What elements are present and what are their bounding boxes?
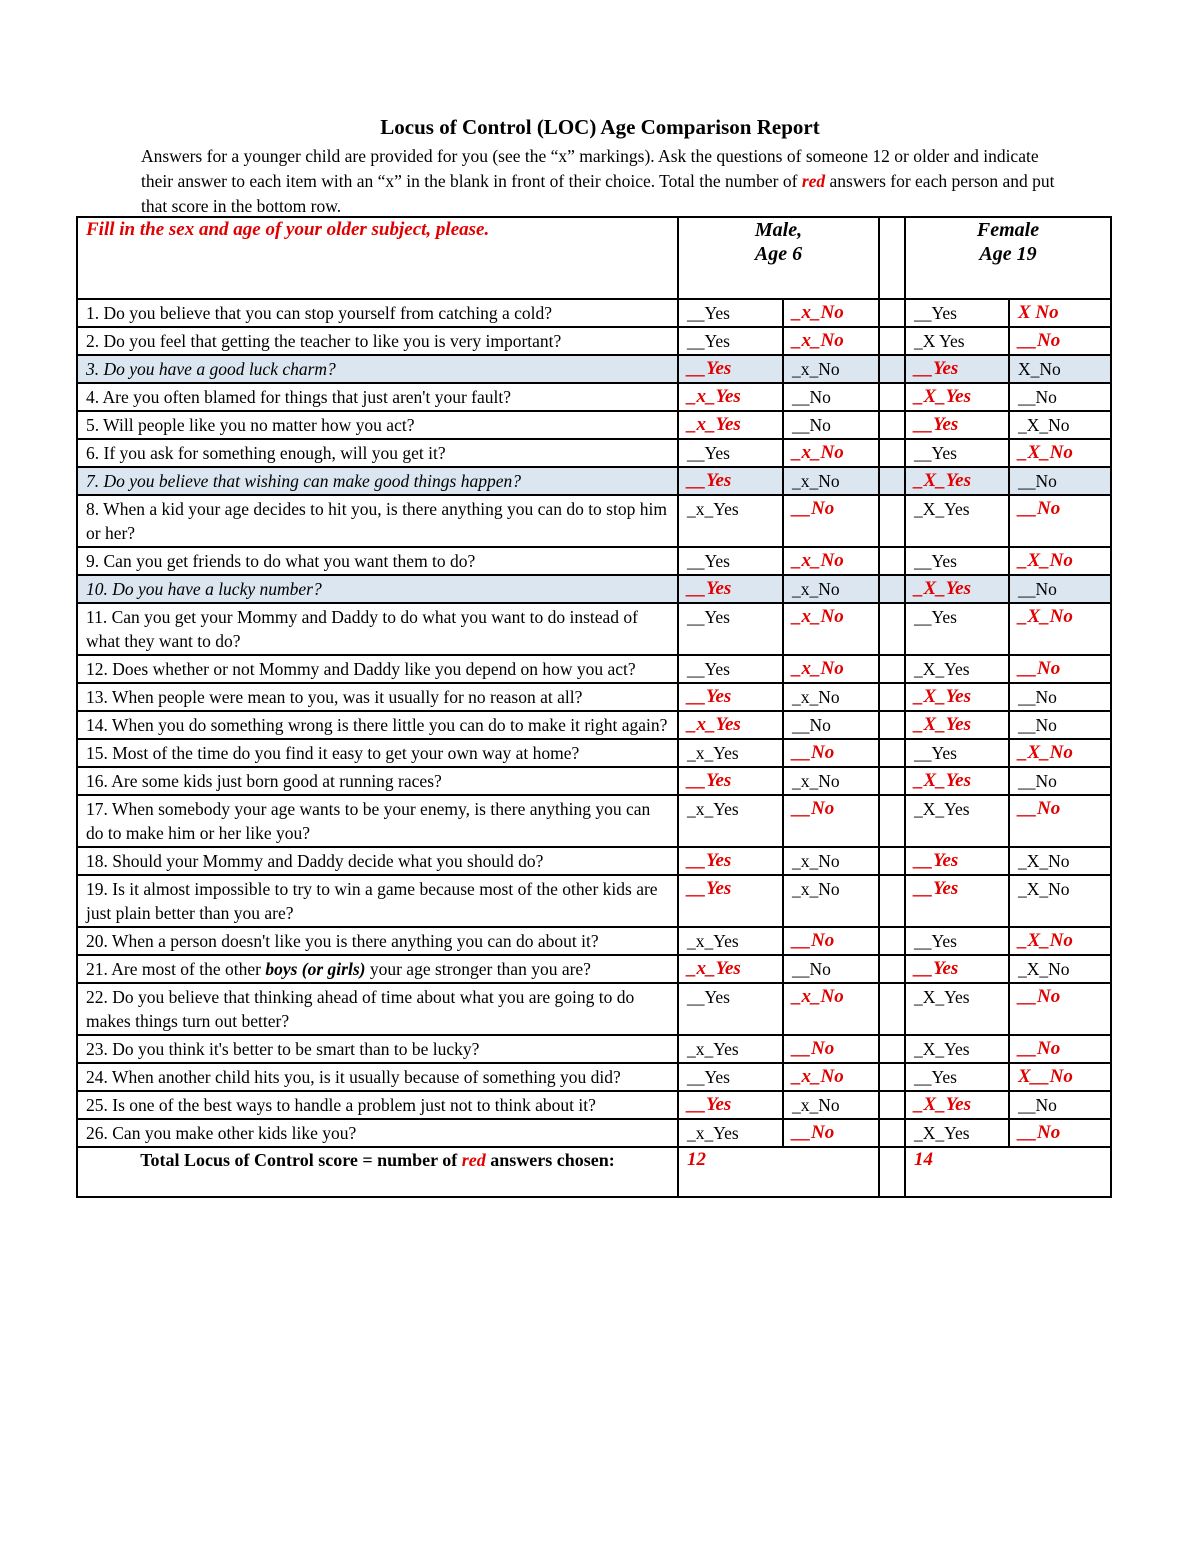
female-yes-answer: _X_Yes <box>905 467 1009 495</box>
male-no-answer: _x_No <box>783 1063 879 1091</box>
question-row <box>77 299 1111 327</box>
female-yes-answer: __Yes <box>905 875 1009 927</box>
male-yes-answer: _x_Yes <box>678 495 783 547</box>
question-row <box>77 875 1111 927</box>
column-gap <box>879 927 905 955</box>
female-no-answer: _X_No <box>1009 927 1111 955</box>
female-yes-answer: __Yes <box>905 355 1009 383</box>
female-no-answer: __No <box>1009 383 1111 411</box>
question-text: 22. Do you believe that thinking ahead of time about what you are going to do makes things turn out better? <box>77 983 678 1035</box>
female-no-answer: __No <box>1009 495 1111 547</box>
female-no-answer: X No <box>1009 299 1111 327</box>
female-yes-answer: __Yes <box>905 603 1009 655</box>
female-yes-answer: _X_Yes <box>905 383 1009 411</box>
column-gap <box>879 547 905 575</box>
female-total-score: 14 <box>905 1147 1111 1197</box>
question-row <box>77 575 1111 603</box>
column-gap <box>879 383 905 411</box>
male-yes-answer: _x_Yes <box>678 955 783 983</box>
question-text: 11. Can you get your Mommy and Daddy to do what you want to do instead of what they want to do? <box>77 603 678 655</box>
report-title: Locus of Control (LOC) Age Comparison Report <box>380 115 820 139</box>
female-yes-answer: __Yes <box>905 547 1009 575</box>
male-no-answer: __No <box>783 927 879 955</box>
question-text: 5. Will people like you no matter how you act? <box>77 411 678 439</box>
column-gap <box>879 355 905 383</box>
question-text: 7. Do you believe that wishing can make good things happen? <box>77 467 678 495</box>
column-gap <box>879 795 905 847</box>
question-text-part: your age stronger than you are? <box>365 959 591 979</box>
question-row <box>77 411 1111 439</box>
column-gap <box>879 411 905 439</box>
column-gap <box>879 495 905 547</box>
question-text: 4. Are you often blamed for things that just aren't your fault? <box>77 383 678 411</box>
female-no-answer: __No <box>1009 767 1111 795</box>
male-yes-answer: _x_Yes <box>678 795 783 847</box>
male-yes-answer: __Yes <box>678 1063 783 1091</box>
male-no-answer: _x_No <box>783 847 879 875</box>
male-header <box>678 217 879 299</box>
total-label-text: answers chosen: <box>485 1150 615 1170</box>
female-no-answer: __No <box>1009 1119 1111 1147</box>
female-no-answer: __No <box>1009 795 1111 847</box>
question-text: 26. Can you make other kids like you? <box>77 1119 678 1147</box>
column-gap <box>879 875 905 927</box>
male-yes-answer: __Yes <box>678 655 783 683</box>
male-no-answer: _x_No <box>783 655 879 683</box>
question-text: 24. When another child hits you, is it usually because of something you did? <box>77 1063 678 1091</box>
male-no-answer: _x_No <box>783 983 879 1035</box>
male-no-answer: _x_No <box>783 1091 879 1119</box>
female-no-answer: _X_No <box>1009 411 1111 439</box>
question-row <box>77 1063 1111 1091</box>
question-text: 13. When people were mean to you, was it usually for no reason at all? <box>77 683 678 711</box>
total-label-red-word: red <box>461 1150 486 1170</box>
header-row <box>77 217 1111 299</box>
question-row <box>77 547 1111 575</box>
female-yes-answer: _X_Yes <box>905 655 1009 683</box>
male-no-answer: _x_No <box>783 439 879 467</box>
female-yes-answer: _X_Yes <box>905 983 1009 1035</box>
male-no-answer: _x_No <box>783 575 879 603</box>
question-row <box>77 495 1111 547</box>
male-yes-answer: __Yes <box>678 847 783 875</box>
male-no-answer: __No <box>783 1119 879 1147</box>
question-emphasis: boys (or girls) <box>265 959 366 979</box>
female-yes-answer: __Yes <box>905 411 1009 439</box>
question-row <box>77 327 1111 355</box>
question-text: 17. When somebody your age wants to be your enemy, is there anything you can do to make him or her like you? <box>77 795 678 847</box>
female-yes-answer: _X_Yes <box>905 683 1009 711</box>
instructions-text-2: answers for each person and put that score in the bottom row. <box>141 171 1055 216</box>
female-header-line2: Age 19 <box>979 243 1037 265</box>
question-text: 1. Do you believe that you can stop yourself from catching a cold? <box>77 299 678 327</box>
male-yes-answer: _x_Yes <box>678 739 783 767</box>
total-row <box>77 1147 1111 1197</box>
male-yes-answer: _x_Yes <box>678 1119 783 1147</box>
female-no-answer: _X_No <box>1009 739 1111 767</box>
total-label-text: Total Locus of Control score = number of <box>140 1150 462 1170</box>
male-header-line2: Age 6 <box>754 243 803 265</box>
male-no-answer: __No <box>783 795 879 847</box>
question-text: 14. When you do something wrong is there little you can do to make it right again? <box>77 711 678 739</box>
loc-table <box>76 216 1112 1198</box>
male-no-answer: __No <box>783 711 879 739</box>
column-gap <box>879 1119 905 1147</box>
male-yes-answer: __Yes <box>678 603 783 655</box>
question-text: 12. Does whether or not Mommy and Daddy like you depend on how you act? <box>77 655 678 683</box>
female-no-answer: _X_No <box>1009 875 1111 927</box>
female-no-answer: _X_No <box>1009 439 1111 467</box>
question-row <box>77 603 1111 655</box>
male-no-answer: _x_No <box>783 767 879 795</box>
female-no-answer: __No <box>1009 1035 1111 1063</box>
male-no-answer: _x_No <box>783 547 879 575</box>
female-no-answer: X__No <box>1009 1063 1111 1091</box>
question-text: 6. If you ask for something enough, will you get it? <box>77 439 678 467</box>
male-no-answer: __No <box>783 411 879 439</box>
question-text: 8. When a kid your age decides to hit you, is there anything you can do to stop him or her? <box>77 495 678 547</box>
male-yes-answer: __Yes <box>678 983 783 1035</box>
column-gap <box>879 217 905 299</box>
question-text <box>77 955 678 983</box>
question-text: 3. Do you have a good luck charm? <box>77 355 678 383</box>
question-row <box>77 711 1111 739</box>
male-yes-answer: __Yes <box>678 1091 783 1119</box>
question-text: 10. Do you have a lucky number? <box>77 575 678 603</box>
female-yes-answer: _X_Yes <box>905 767 1009 795</box>
question-text: 18. Should your Mommy and Daddy decide what you should do? <box>77 847 678 875</box>
male-yes-answer: __Yes <box>678 355 783 383</box>
female-no-answer: __No <box>1009 683 1111 711</box>
question-row <box>77 355 1111 383</box>
female-no-answer: _X_No <box>1009 547 1111 575</box>
column-gap <box>879 603 905 655</box>
female-no-answer: _X_No <box>1009 955 1111 983</box>
male-yes-answer: __Yes <box>678 683 783 711</box>
column-gap <box>879 655 905 683</box>
question-text: 19. Is it almost impossible to try to win a game because most of the other kids are just plain better than you are? <box>77 875 678 927</box>
female-yes-answer: _X_Yes <box>905 575 1009 603</box>
female-yes-answer: __Yes <box>905 299 1009 327</box>
question-row <box>77 847 1111 875</box>
question-text: 25. Is one of the best ways to handle a problem just not to think about it? <box>77 1091 678 1119</box>
question-text: 2. Do you feel that getting the teacher to like you is very important? <box>77 327 678 355</box>
question-row <box>77 767 1111 795</box>
female-no-answer: __No <box>1009 575 1111 603</box>
female-yes-answer: __Yes <box>905 439 1009 467</box>
female-header-line1: Female <box>976 219 1040 241</box>
male-yes-answer: __Yes <box>678 575 783 603</box>
male-no-answer: _x_No <box>783 355 879 383</box>
question-text: 16. Are some kids just born good at running races? <box>77 767 678 795</box>
male-no-answer: _x_No <box>783 299 879 327</box>
column-gap <box>879 1147 905 1197</box>
female-yes-answer: __Yes <box>905 955 1009 983</box>
female-no-answer: __No <box>1009 983 1111 1035</box>
question-row <box>77 927 1111 955</box>
male-yes-answer: __Yes <box>678 327 783 355</box>
male-yes-answer: _x_Yes <box>678 927 783 955</box>
female-yes-answer: _X_Yes <box>905 1091 1009 1119</box>
question-row <box>77 655 1111 683</box>
question-row <box>77 1035 1111 1063</box>
male-no-answer: __No <box>783 383 879 411</box>
question-text-part: 21. Are most of the other <box>86 959 266 979</box>
question-row <box>77 1119 1111 1147</box>
column-gap <box>879 955 905 983</box>
question-text: 15. Most of the time do you find it easy to get your own way at home? <box>77 739 678 767</box>
female-no-answer: __No <box>1009 655 1111 683</box>
instructions <box>141 144 1071 219</box>
column-gap <box>879 1063 905 1091</box>
female-no-answer: _X_No <box>1009 603 1111 655</box>
male-yes-answer: __Yes <box>678 299 783 327</box>
female-yes-answer: __Yes <box>905 739 1009 767</box>
female-yes-answer: _X_Yes <box>905 495 1009 547</box>
question-row <box>77 467 1111 495</box>
male-yes-answer: _x_Yes <box>678 383 783 411</box>
male-no-answer: _x_No <box>783 875 879 927</box>
male-no-answer: _x_No <box>783 603 879 655</box>
female-yes-answer: __Yes <box>905 847 1009 875</box>
total-score-label <box>77 1147 678 1197</box>
male-no-answer: __No <box>783 739 879 767</box>
male-total-score: 12 <box>678 1147 879 1197</box>
female-no-answer: __No <box>1009 327 1111 355</box>
male-yes-answer: __Yes <box>678 875 783 927</box>
female-yes-answer: _X_Yes <box>905 795 1009 847</box>
column-gap <box>879 739 905 767</box>
column-gap <box>879 767 905 795</box>
loc-table-body <box>77 217 1111 1197</box>
female-no-answer: __No <box>1009 711 1111 739</box>
question-row <box>77 683 1111 711</box>
question-row <box>77 1091 1111 1119</box>
question-text: 9. Can you get friends to do what you want them to do? <box>77 547 678 575</box>
question-row <box>77 383 1111 411</box>
column-gap <box>879 847 905 875</box>
column-gap <box>879 711 905 739</box>
question-row <box>77 955 1111 983</box>
male-yes-answer: _x_Yes <box>678 411 783 439</box>
female-yes-answer: __Yes <box>905 927 1009 955</box>
male-no-answer: __No <box>783 955 879 983</box>
subject-prompt: Fill in the sex and age of your older subject, please. <box>77 217 678 299</box>
question-text: 23. Do you think it's better to be smart than to be lucky? <box>77 1035 678 1063</box>
female-no-answer: __No <box>1009 467 1111 495</box>
question-row <box>77 439 1111 467</box>
column-gap <box>879 683 905 711</box>
female-yes-answer: _X Yes <box>905 327 1009 355</box>
female-header <box>905 217 1111 299</box>
column-gap <box>879 1035 905 1063</box>
column-gap <box>879 575 905 603</box>
column-gap <box>879 299 905 327</box>
male-no-answer: _x_No <box>783 683 879 711</box>
female-no-answer: _X_No <box>1009 847 1111 875</box>
female-no-answer: X_No <box>1009 355 1111 383</box>
question-row <box>77 983 1111 1035</box>
question-row <box>77 739 1111 767</box>
column-gap <box>879 983 905 1035</box>
column-gap <box>879 439 905 467</box>
male-no-answer: __No <box>783 1035 879 1063</box>
question-text: 20. When a person doesn't like you is there anything you can do about it? <box>77 927 678 955</box>
male-yes-answer: __Yes <box>678 767 783 795</box>
male-yes-answer: _x_Yes <box>678 1035 783 1063</box>
instructions-red-word: red <box>801 171 826 191</box>
male-no-answer: __No <box>783 495 879 547</box>
male-yes-answer: __Yes <box>678 547 783 575</box>
female-yes-answer: __Yes <box>905 1063 1009 1091</box>
male-no-answer: _x_No <box>783 327 879 355</box>
male-yes-answer: _x_Yes <box>678 711 783 739</box>
instructions-text-1: Answers for a younger child are provided for you (see the “x” markings). Ask the questions of someone 12 or older and indicate their answer to each item with an “x” in the blank in front of their choice. Total the number of <box>141 146 1039 191</box>
column-gap <box>879 1091 905 1119</box>
male-yes-answer: __Yes <box>678 439 783 467</box>
male-header-line1: Male, <box>754 219 803 241</box>
male-no-answer: _x_No <box>783 467 879 495</box>
column-gap <box>879 467 905 495</box>
female-yes-answer: _X_Yes <box>905 1035 1009 1063</box>
female-no-answer: __No <box>1009 1091 1111 1119</box>
question-row <box>77 795 1111 847</box>
column-gap <box>879 327 905 355</box>
female-yes-answer: _X_Yes <box>905 711 1009 739</box>
male-yes-answer: __Yes <box>678 467 783 495</box>
female-yes-answer: _X_Yes <box>905 1119 1009 1147</box>
